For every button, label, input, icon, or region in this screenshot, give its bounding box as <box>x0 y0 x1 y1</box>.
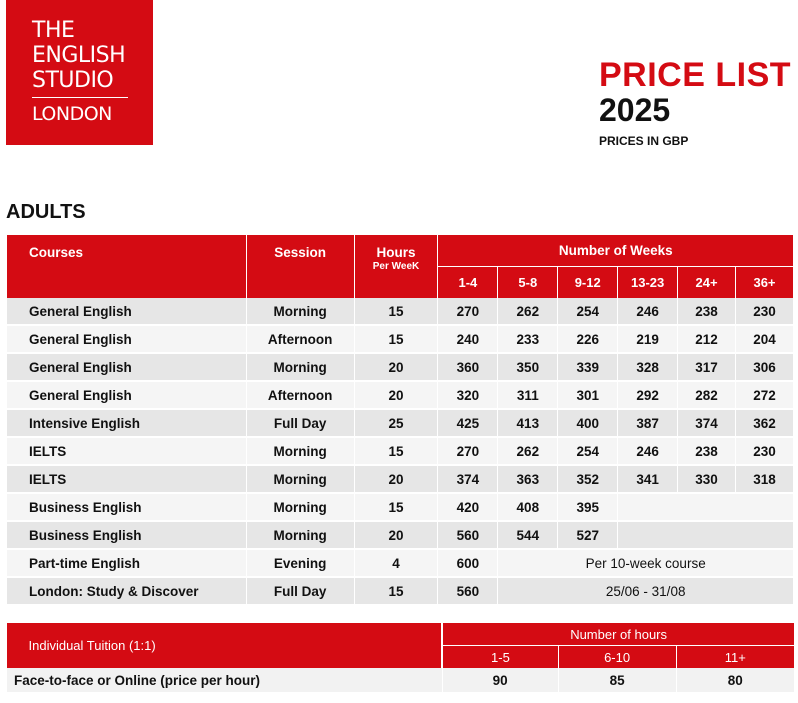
adults-price-table <box>6 235 794 606</box>
table-row <box>7 521 794 549</box>
course-name: Part-time English <box>7 549 247 577</box>
col-header-week-range: 24+ <box>678 267 736 299</box>
price-cell: 204 <box>736 325 794 353</box>
session: Afternoon <box>246 381 354 409</box>
course-name: General English <box>7 298 247 325</box>
table-row <box>7 325 794 353</box>
price-cell: 527 <box>558 521 618 549</box>
table-row <box>7 493 794 521</box>
price-cell: 420 <box>438 493 498 521</box>
price-cell: 318 <box>736 465 794 493</box>
price-cell: 408 <box>498 493 558 521</box>
price-note: Per 10-week course <box>498 549 794 577</box>
price-cell: 230 <box>736 298 794 325</box>
session: Morning <box>246 353 354 381</box>
hours: 15 <box>354 437 438 465</box>
price-cell: 352 <box>558 465 618 493</box>
empty-cell <box>618 521 794 549</box>
logo-line-english: ENGLISH <box>32 43 126 68</box>
logo-line-studio: STUDIO <box>32 68 114 93</box>
hours: 20 <box>354 381 438 409</box>
price-cell: 272 <box>736 381 794 409</box>
price-cell: 254 <box>558 437 618 465</box>
session: Afternoon <box>246 325 354 353</box>
price-cell: 270 <box>438 437 498 465</box>
course-name: General English <box>7 353 247 381</box>
session: Evening <box>246 549 354 577</box>
hours: 15 <box>354 577 438 605</box>
price-cell: 413 <box>498 409 558 437</box>
price-cell: 544 <box>498 521 558 549</box>
price-cell: 262 <box>498 437 558 465</box>
course-name: Intensive English <box>7 409 247 437</box>
price-cell: 328 <box>618 353 678 381</box>
col-header-hours-label: Hours <box>376 245 416 260</box>
price-cell: 219 <box>618 325 678 353</box>
course-name: IELTS <box>7 437 247 465</box>
hours: 15 <box>354 298 438 325</box>
hours: 15 <box>354 325 438 353</box>
col-header-session: Session <box>246 235 354 298</box>
price-cell: 317 <box>678 353 736 381</box>
tuition-range: 6-10 <box>558 646 676 669</box>
tuition-row-label: Face-to-face or Online (price per hour) <box>7 668 443 692</box>
price-cell: 560 <box>438 577 498 605</box>
course-name: Business English <box>7 521 247 549</box>
logo <box>6 0 153 145</box>
price-cell: 230 <box>736 437 794 465</box>
table-row <box>7 465 794 493</box>
course-name: IELTS <box>7 465 247 493</box>
session: Morning <box>246 437 354 465</box>
col-header-week-range: 1-4 <box>438 267 498 299</box>
price-year: 2025 <box>599 92 671 128</box>
table-row <box>7 668 795 692</box>
session: Full Day <box>246 409 354 437</box>
session: Morning <box>246 493 354 521</box>
hours: 4 <box>354 549 438 577</box>
price-cell: 362 <box>736 409 794 437</box>
col-header-weeks: Number of Weeks <box>438 235 794 267</box>
table-row <box>7 298 794 325</box>
logo-divider <box>32 97 128 98</box>
logo-line-london: LONDON <box>32 103 112 125</box>
session: Morning <box>246 298 354 325</box>
currency-note: PRICES IN GBP <box>599 134 689 148</box>
price-cell: 395 <box>558 493 618 521</box>
price-cell: 80 <box>676 668 794 692</box>
course-name: General English <box>7 325 247 353</box>
table-row <box>7 437 794 465</box>
price-cell: 350 <box>498 353 558 381</box>
price-cell: 292 <box>618 381 678 409</box>
course-name: Business English <box>7 493 247 521</box>
price-cell: 90 <box>442 668 558 692</box>
price-cell: 246 <box>618 437 678 465</box>
price-cell: 240 <box>438 325 498 353</box>
price-cell: 374 <box>438 465 498 493</box>
price-cell: 311 <box>498 381 558 409</box>
price-cell: 600 <box>438 549 498 577</box>
price-cell: 387 <box>618 409 678 437</box>
tuition-price-table <box>6 623 794 692</box>
table-row <box>7 381 794 409</box>
price-cell: 360 <box>438 353 498 381</box>
table-row <box>7 577 794 605</box>
page-title: PRICE LIST <box>599 56 792 94</box>
price-cell: 226 <box>558 325 618 353</box>
price-cell: 341 <box>618 465 678 493</box>
price-cell: 339 <box>558 353 618 381</box>
price-cell: 363 <box>498 465 558 493</box>
session: Full Day <box>246 577 354 605</box>
price-cell: 301 <box>558 381 618 409</box>
price-cell: 425 <box>438 409 498 437</box>
section-heading-adults: ADULTS <box>6 201 86 223</box>
hours: 20 <box>354 465 438 493</box>
session: Morning <box>246 521 354 549</box>
col-header-week-range: 5-8 <box>498 267 558 299</box>
tuition-range: 11+ <box>676 646 794 669</box>
tuition-label: Individual Tuition (1:1) <box>7 623 443 668</box>
col-header-courses: Courses <box>7 235 247 298</box>
table-row <box>7 353 794 381</box>
col-header-week-range: 36+ <box>736 267 794 299</box>
price-cell: 330 <box>678 465 736 493</box>
price-cell: 238 <box>678 437 736 465</box>
price-cell: 212 <box>678 325 736 353</box>
price-cell: 306 <box>736 353 794 381</box>
course-name: London: Study & Discover <box>7 577 247 605</box>
price-cell: 374 <box>678 409 736 437</box>
price-cell: 238 <box>678 298 736 325</box>
price-cell: 85 <box>558 668 676 692</box>
hours: 25 <box>354 409 438 437</box>
col-header-hours-sub: Per WeeK <box>372 261 420 272</box>
table-row <box>7 409 794 437</box>
price-cell: 233 <box>498 325 558 353</box>
table-row <box>7 549 794 577</box>
hours: 20 <box>354 521 438 549</box>
price-cell: 254 <box>558 298 618 325</box>
logo-line-the: THE <box>32 18 75 43</box>
empty-cell <box>618 493 794 521</box>
session: Morning <box>246 465 354 493</box>
tuition-range: 1-5 <box>442 646 558 669</box>
col-header-week-range: 13-23 <box>618 267 678 299</box>
tuition-hours-header: Number of hours <box>442 623 794 646</box>
price-cell: 246 <box>618 298 678 325</box>
col-header-week-range: 9-12 <box>558 267 618 299</box>
price-cell: 400 <box>558 409 618 437</box>
hours: 15 <box>354 493 438 521</box>
price-cell: 320 <box>438 381 498 409</box>
hours: 20 <box>354 353 438 381</box>
price-cell: 560 <box>438 521 498 549</box>
course-name: General English <box>7 381 247 409</box>
price-cell: 262 <box>498 298 558 325</box>
date-range: 25/06 - 31/08 <box>498 577 794 605</box>
col-header-hours <box>354 235 438 298</box>
price-cell: 270 <box>438 298 498 325</box>
price-cell: 282 <box>678 381 736 409</box>
